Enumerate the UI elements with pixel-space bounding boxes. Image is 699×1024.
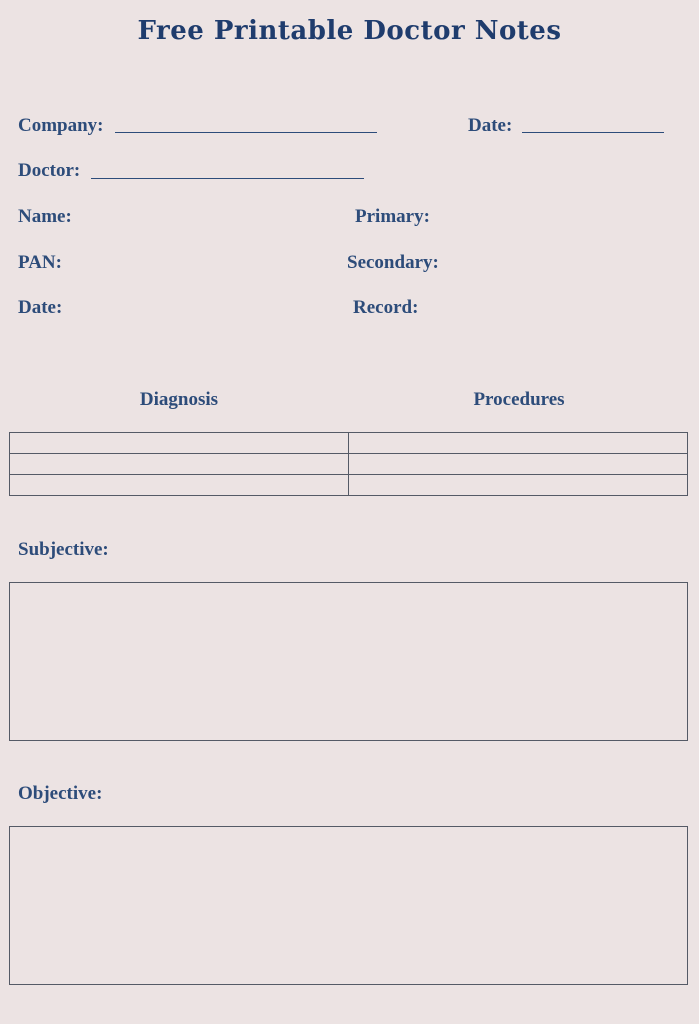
subjective-label: Subjective: [18,539,109,560]
doctor-field[interactable] [91,178,364,179]
doctor-label: Doctor: [18,160,81,181]
company-field[interactable] [115,132,377,133]
procedures-header: Procedures [473,389,565,410]
diagnosis-header: Diagnosis [139,389,219,410]
procedures-cell[interactable] [349,475,688,496]
subjective-box[interactable] [9,582,688,741]
diagnosis-cell[interactable] [10,433,349,454]
pan-label: PAN: [18,252,62,273]
page-title: Free Printable Doctor Notes [137,16,562,46]
diagnosis-procedures-table [9,432,688,496]
table-row [10,475,688,496]
procedures-cell[interactable] [349,454,688,475]
date-label: Date: [468,115,513,136]
table-row [10,454,688,475]
objective-label: Objective: [18,783,103,804]
diagnosis-cell[interactable] [10,454,349,475]
primary-label: Primary: [355,206,430,227]
record-label: Record: [353,297,419,318]
procedures-cell[interactable] [349,433,688,454]
date-field[interactable] [522,132,664,133]
secondary-label: Secondary: [347,252,439,273]
diagnosis-cell[interactable] [10,475,349,496]
name-label: Name: [18,206,72,227]
table-row [10,433,688,454]
objective-box[interactable] [9,826,688,985]
patient-date-label: Date: [18,297,63,318]
company-label: Company: [18,115,104,136]
